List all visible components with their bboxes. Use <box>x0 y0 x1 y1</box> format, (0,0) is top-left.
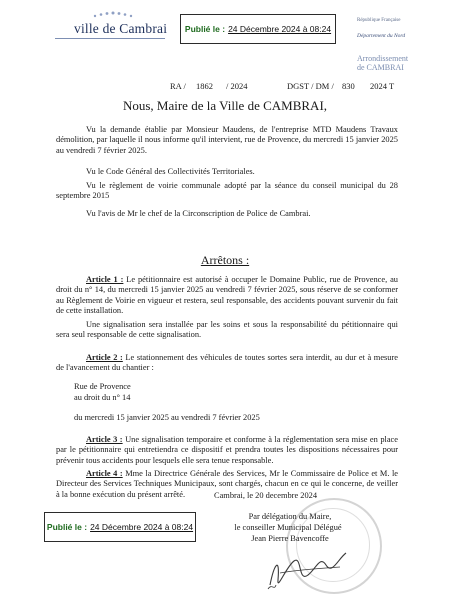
ref-ra-year: / 2024 <box>226 81 248 91</box>
article-2-text: Le stationnement des véhicules de toutes sortes sera interdit, au dur et à mesure de l'avancement du chantier : <box>56 353 398 373</box>
article-4-label: Article 4 : <box>86 469 123 478</box>
ref-ra-number: 1862 <box>196 81 213 91</box>
article-1-label: Article 1 : <box>86 275 124 284</box>
consideration-police: Vu l'avis de Mr le chef de la Circonscription de Police de Cambrai. <box>86 209 311 218</box>
consideration-code: Vu le Code Général des Collectivités Territoriales. <box>86 167 255 176</box>
article-1 <box>56 275 398 317</box>
article-2-dates: du mercredi 15 janvier 2025 au vendredi 7 février 2025 <box>74 413 260 422</box>
article-2-label: Article 2 : <box>86 353 123 362</box>
logo-underline <box>55 38 165 39</box>
article-2 <box>56 353 398 374</box>
signature-place-date: Cambrai, le 20 decembre 2024 <box>214 491 318 500</box>
article-2-street: Rue de Provence <box>74 382 131 391</box>
article-2-number: au droit du n° 14 <box>74 393 131 402</box>
city-logo-text: ville de Cambrai <box>74 21 168 36</box>
arrondissement-label <box>357 54 408 72</box>
article-3-label: Article 3 : <box>86 435 123 444</box>
ref-ra: RA / <box>170 81 186 91</box>
published-date: 24 Décembre 2024 à 08:24 <box>228 24 332 34</box>
article-1-text: Le pétitionnaire est autorisé à occuper le Domaine Public, rue de Provence, au droit du n° 14, du mercredi 15 janvier 2025 au vendredi 7 février 2025, sous réserve de se conformer au Règlement de Voirie en vigueur et restera, seul responsable, des accidents pouvant survenir du fait de cette installation. <box>56 275 398 316</box>
consideration-demande: Vu la demande établie par Monsieur Maudens, de l'entreprise MTD Maudens Travaux démolition, par laquelle il nous informe qu'il intervient, rue de Provence, du mercredi 15 janvier 2025 au vendredi 7 février 2025. <box>56 125 398 155</box>
article-3-text: Une signalisation temporaire et conforme à la réglementation sera mise en place par le pétitionnaire qui entretiendra ce dispositif et prendra toutes les dispositions nécessaires pour prévenir tous accidents pour lesquels elle sera tenue responsable. <box>56 435 398 465</box>
signature-line2: le conseiller Municipal Délégué <box>234 523 342 532</box>
ref-dgst-number: 830 <box>342 81 355 91</box>
page-title: Nous, Maire de la Ville de CAMBRAI, <box>122 98 328 113</box>
arretons-heading: Arrêtons : <box>200 253 250 267</box>
article-1-signalisation: Une signalisation sera installée par les soins et sous la responsabilité du pétitionnaire qui sera seul responsable de cette signalisation. <box>56 320 398 340</box>
published-date-bottom: 24 Décembre 2024 à 08:24 <box>90 522 194 532</box>
arrondissement-line1: Arrondissement <box>357 54 409 63</box>
article-4-text: Mme la Directrice Générale des Services, Mr le Commissaire de Police et M. le Directeur des Services Techniques Municipaux, sont chargés, chacun en ce qui le concerne, de veiller à la bonne exécution du présent arrêté. <box>56 469 398 499</box>
arrondissement-line2: de CAMBRAI <box>357 63 404 72</box>
city-logo-dots-icon <box>92 10 134 20</box>
article-3 <box>56 435 398 466</box>
published-stamp-bottom <box>44 512 196 542</box>
signature-name: Jean Pierre Bavencoffe <box>251 534 329 543</box>
signature-line1: Par délégation du Maire, <box>248 512 332 521</box>
ref-year-code: 2024 T <box>370 81 395 91</box>
departement-label: Département du Nord <box>357 33 406 39</box>
republique-label: République Française <box>357 18 401 23</box>
published-label: Publié le : <box>184 24 226 34</box>
consideration-reglement: Vu le règlement de voirie communale adopté par la séance du conseil municipal du 28 septembre 2015 <box>56 181 398 201</box>
published-label-bottom: Publié le : <box>46 522 88 532</box>
ref-dgst: DGST / DM / <box>287 81 334 91</box>
published-stamp-top <box>180 14 336 44</box>
